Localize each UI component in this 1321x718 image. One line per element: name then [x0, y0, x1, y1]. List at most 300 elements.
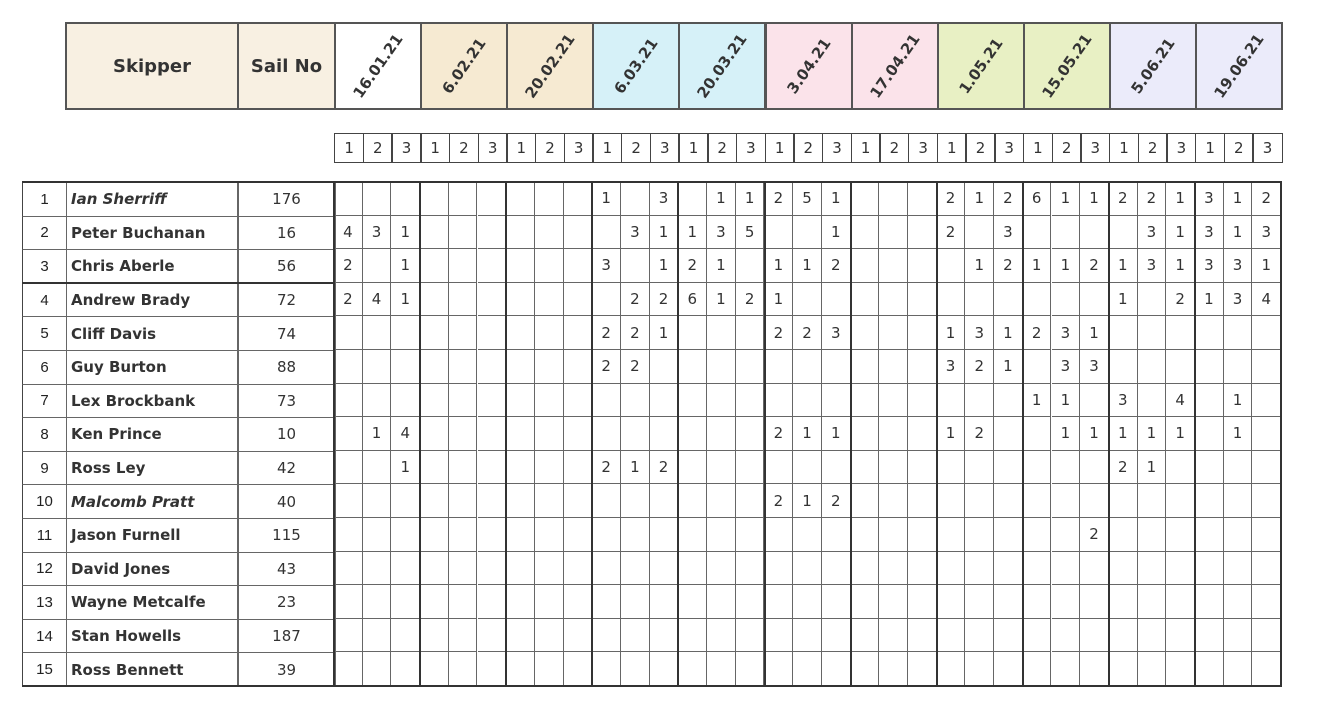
result-cell	[908, 182, 937, 216]
race-date-label: 19.06.21	[1210, 30, 1268, 102]
result-cell	[506, 350, 535, 384]
result-cell	[592, 518, 621, 552]
result-cell	[1224, 619, 1253, 653]
result-cell	[707, 350, 736, 384]
race-number-cell: 2	[879, 133, 909, 163]
result-cell	[822, 652, 851, 686]
result-cell: 1	[1166, 216, 1195, 250]
result-cell	[765, 552, 794, 586]
result-cell	[822, 619, 851, 653]
result-cell	[1138, 350, 1167, 384]
result-cell: 1	[736, 182, 765, 216]
result-cell	[678, 552, 707, 586]
race-number-cell: 2	[793, 133, 823, 163]
result-cell	[678, 451, 707, 485]
race-date-box	[1023, 22, 1111, 110]
result-cell: 1	[678, 216, 707, 250]
result-cell	[478, 350, 507, 384]
result-cell: 6	[1023, 182, 1052, 216]
result-cell	[994, 283, 1023, 317]
result-cell	[1195, 652, 1224, 686]
row-number: 1	[22, 182, 67, 217]
result-cell	[564, 384, 593, 418]
race-number-cell: 2	[449, 133, 479, 163]
result-cell	[1224, 585, 1253, 619]
result-cell	[994, 417, 1023, 451]
result-cell	[1080, 484, 1109, 518]
result-cell	[678, 585, 707, 619]
result-cell	[506, 451, 535, 485]
result-cell: 2	[1138, 182, 1167, 216]
result-cell: 1	[391, 216, 420, 250]
result-cell	[449, 652, 478, 686]
result-cell: 3	[1052, 316, 1081, 350]
result-cell	[334, 484, 363, 518]
race-number-cell: 3	[736, 133, 766, 163]
result-cell	[1023, 552, 1052, 586]
row-number: 6	[22, 350, 67, 385]
result-cell	[994, 518, 1023, 552]
result-cell: 1	[1224, 417, 1253, 451]
race-date-box	[506, 22, 594, 110]
race-number-cell: 1	[851, 133, 881, 163]
race-date-label: 3.04.21	[782, 34, 835, 98]
result-cell	[1052, 585, 1081, 619]
result-cell	[1252, 585, 1281, 619]
result-cell: 3	[592, 249, 621, 283]
result-cell: 3	[650, 182, 679, 216]
result-cell	[650, 585, 679, 619]
race-number-cell: 3	[650, 133, 680, 163]
result-cell	[391, 518, 420, 552]
result-cell: 1	[707, 249, 736, 283]
result-cell	[965, 619, 994, 653]
result-cell: 2	[937, 216, 966, 250]
result-cell	[506, 182, 535, 216]
result-cell	[1195, 484, 1224, 518]
result-cell	[1166, 316, 1195, 350]
result-cell	[879, 384, 908, 418]
race-date-box	[420, 22, 508, 110]
result-cell	[1109, 216, 1138, 250]
result-cell	[391, 384, 420, 418]
result-cell	[506, 552, 535, 586]
result-cell	[650, 484, 679, 518]
result-cell	[391, 350, 420, 384]
result-cell	[420, 417, 449, 451]
result-cell	[449, 484, 478, 518]
date-group-divider	[764, 181, 766, 686]
result-cell: 3	[1195, 182, 1224, 216]
race-number-cell: 3	[391, 133, 421, 163]
race-number-cell: 1	[1195, 133, 1225, 163]
skipper-name: Guy Burton	[66, 350, 239, 385]
race-number-cell: 1	[937, 133, 967, 163]
result-cell: 2	[965, 417, 994, 451]
result-cell: 3	[822, 316, 851, 350]
result-cell	[391, 316, 420, 350]
race-number-cell: 1	[1109, 133, 1139, 163]
result-cell: 3	[1195, 249, 1224, 283]
result-cell	[1252, 417, 1281, 451]
race-number-cell: 3	[564, 133, 594, 163]
skipper-name: Ken Prince	[66, 417, 239, 452]
result-cell	[650, 384, 679, 418]
result-cell	[851, 619, 880, 653]
result-cell: 1	[765, 249, 794, 283]
race-number-cell: 2	[1052, 133, 1082, 163]
result-cell	[363, 552, 392, 586]
row-number: 12	[22, 552, 67, 587]
sail-number: 88	[237, 350, 336, 385]
result-cell	[707, 652, 736, 686]
result-cell	[851, 552, 880, 586]
result-cell	[478, 316, 507, 350]
result-cell: 2	[334, 283, 363, 317]
result-cell	[937, 384, 966, 418]
result-cell	[879, 249, 908, 283]
race-number-cell: 1	[334, 133, 364, 163]
result-cell: 3	[1138, 216, 1167, 250]
result-cell	[851, 384, 880, 418]
result-cell	[965, 518, 994, 552]
sail-number: 39	[237, 652, 336, 687]
result-cell: 1	[822, 182, 851, 216]
result-cell: 1	[1023, 384, 1052, 418]
result-cell: 1	[822, 417, 851, 451]
result-cell: 1	[1080, 182, 1109, 216]
result-cell	[535, 552, 564, 586]
result-cell	[994, 585, 1023, 619]
result-cell: 2	[1166, 283, 1195, 317]
result-cell	[765, 451, 794, 485]
skipper-name: Peter Buchanan	[66, 216, 239, 251]
result-cell	[1195, 451, 1224, 485]
result-cell: 1	[1195, 283, 1224, 317]
result-cell	[334, 350, 363, 384]
result-cell	[879, 619, 908, 653]
result-cell	[1252, 619, 1281, 653]
result-cell	[535, 350, 564, 384]
result-cell	[851, 451, 880, 485]
result-cell	[965, 384, 994, 418]
result-cell	[851, 350, 880, 384]
result-cell	[1052, 652, 1081, 686]
result-cell	[621, 518, 650, 552]
result-cell	[1023, 652, 1052, 686]
result-cell	[621, 619, 650, 653]
result-cell: 2	[1109, 451, 1138, 485]
result-cell	[1224, 652, 1253, 686]
result-cell	[621, 417, 650, 451]
result-cell	[420, 518, 449, 552]
race-date-box	[592, 22, 680, 110]
result-cell: 1	[1052, 182, 1081, 216]
result-cell	[564, 451, 593, 485]
grid-border-top	[333, 181, 1282, 183]
result-cell	[908, 652, 937, 686]
result-cell	[535, 283, 564, 317]
result-cell	[1109, 484, 1138, 518]
result-cell	[707, 585, 736, 619]
result-cell	[965, 283, 994, 317]
result-cell	[994, 451, 1023, 485]
result-cell	[391, 552, 420, 586]
result-cell	[506, 585, 535, 619]
race-number-cell: 2	[363, 133, 393, 163]
race-number-cell: 1	[506, 133, 536, 163]
result-cell	[449, 518, 478, 552]
race-number-cell: 3	[478, 133, 508, 163]
result-cell: 3	[1195, 216, 1224, 250]
result-cell	[1166, 619, 1195, 653]
result-cell: 2	[334, 249, 363, 283]
result-cell	[592, 283, 621, 317]
result-cell	[1252, 451, 1281, 485]
race-number-cell: 3	[1252, 133, 1282, 163]
result-cell	[449, 283, 478, 317]
result-cell	[334, 384, 363, 418]
result-cell	[535, 216, 564, 250]
result-cell: 4	[1166, 384, 1195, 418]
result-cell	[535, 585, 564, 619]
result-cell	[937, 552, 966, 586]
result-cell	[678, 182, 707, 216]
result-cell	[363, 518, 392, 552]
race-number-cell: 3	[908, 133, 938, 163]
result-cell	[1138, 283, 1167, 317]
result-cell: 2	[621, 316, 650, 350]
result-cell	[363, 451, 392, 485]
race-number-cell: 2	[965, 133, 995, 163]
result-cell	[1023, 518, 1052, 552]
result-cell	[1138, 585, 1167, 619]
result-cell	[621, 585, 650, 619]
result-cell: 1	[793, 249, 822, 283]
result-cell	[1109, 619, 1138, 653]
result-cell	[478, 283, 507, 317]
race-date-label: 16.01.21	[349, 30, 407, 102]
result-cell	[1052, 552, 1081, 586]
result-cell	[879, 316, 908, 350]
result-cell	[965, 652, 994, 686]
result-cell	[879, 182, 908, 216]
result-cell	[994, 552, 1023, 586]
result-cell: 3	[965, 316, 994, 350]
result-cell: 1	[363, 417, 392, 451]
skipper-name: Ian Sherriff	[66, 182, 239, 217]
result-cell	[879, 585, 908, 619]
result-cell	[851, 585, 880, 619]
result-cell: 3	[1109, 384, 1138, 418]
result-cell	[793, 552, 822, 586]
result-cell	[736, 518, 765, 552]
race-number-cell: 2	[621, 133, 651, 163]
result-cell	[1052, 484, 1081, 518]
race-number-cell: 1	[765, 133, 795, 163]
result-cell	[1166, 518, 1195, 552]
race-number-cell: 3	[1166, 133, 1196, 163]
result-cell	[908, 350, 937, 384]
race-date-box	[1109, 22, 1197, 110]
result-cell	[420, 316, 449, 350]
result-cell	[592, 619, 621, 653]
result-cell	[736, 350, 765, 384]
race-date-box	[851, 22, 939, 110]
result-cell	[334, 585, 363, 619]
sail-number: 176	[237, 182, 336, 217]
result-cell	[1195, 552, 1224, 586]
skipper-name: Wayne Metcalfe	[66, 585, 239, 620]
result-cell	[1138, 384, 1167, 418]
result-cell	[707, 316, 736, 350]
result-cell	[908, 283, 937, 317]
result-cell: 3	[707, 216, 736, 250]
result-cell	[391, 619, 420, 653]
row-number: 14	[22, 619, 67, 654]
date-group-divider	[936, 181, 938, 686]
result-cell	[765, 384, 794, 418]
result-cell	[1080, 619, 1109, 653]
result-cell: 2	[1080, 249, 1109, 283]
sail-number: 10	[237, 417, 336, 452]
skipper-name: David Jones	[66, 552, 239, 587]
sail-number: 74	[237, 316, 336, 351]
result-cell	[535, 249, 564, 283]
result-cell: 1	[1224, 216, 1253, 250]
result-cell	[1023, 417, 1052, 451]
result-cell	[678, 652, 707, 686]
result-cell	[478, 585, 507, 619]
result-cell: 1	[1166, 182, 1195, 216]
result-cell	[391, 484, 420, 518]
result-cell	[1195, 518, 1224, 552]
result-cell	[1109, 552, 1138, 586]
race-number-cell: 1	[1023, 133, 1053, 163]
result-cell	[707, 518, 736, 552]
result-cell	[793, 518, 822, 552]
result-cell	[1138, 518, 1167, 552]
result-cell	[535, 518, 564, 552]
result-cell	[678, 518, 707, 552]
result-cell: 1	[391, 249, 420, 283]
result-cell	[908, 451, 937, 485]
result-cell	[1109, 652, 1138, 686]
result-cell	[506, 216, 535, 250]
result-cell	[506, 316, 535, 350]
result-cell	[1252, 484, 1281, 518]
result-cell	[621, 249, 650, 283]
row-number: 4	[22, 283, 67, 318]
result-cell: 3	[1252, 216, 1281, 250]
result-cell	[449, 216, 478, 250]
row-number: 8	[22, 417, 67, 452]
result-cell	[937, 585, 966, 619]
result-cell	[707, 417, 736, 451]
result-cell: 2	[822, 484, 851, 518]
result-cell	[707, 552, 736, 586]
result-cell: 2	[736, 283, 765, 317]
result-cell	[879, 350, 908, 384]
race-date-label: 20.03.21	[693, 30, 752, 102]
result-cell	[363, 249, 392, 283]
result-cell: 1	[765, 283, 794, 317]
result-cell: 1	[793, 417, 822, 451]
result-cell	[1052, 451, 1081, 485]
race-number-cell: 3	[994, 133, 1024, 163]
result-cell	[851, 652, 880, 686]
result-cell	[765, 585, 794, 619]
result-cell	[736, 552, 765, 586]
date-group-divider	[419, 181, 421, 686]
race-date-label: 15.05.21	[1038, 30, 1096, 102]
result-cell	[965, 484, 994, 518]
date-group-divider	[591, 181, 593, 686]
result-cell	[334, 518, 363, 552]
result-cell: 3	[1052, 350, 1081, 384]
result-cell	[765, 652, 794, 686]
result-cell	[621, 652, 650, 686]
result-cell	[478, 182, 507, 216]
result-cell: 3	[363, 216, 392, 250]
result-cell	[1195, 417, 1224, 451]
result-cell	[478, 518, 507, 552]
result-cell: 1	[965, 182, 994, 216]
result-cell	[822, 451, 851, 485]
result-cell	[1052, 518, 1081, 552]
result-cell	[1166, 350, 1195, 384]
result-cell	[478, 619, 507, 653]
row-number: 5	[22, 316, 67, 351]
result-cell	[564, 652, 593, 686]
result-cell	[1138, 552, 1167, 586]
result-cell	[420, 283, 449, 317]
result-cell	[564, 518, 593, 552]
result-cell: 1	[1109, 249, 1138, 283]
skipper-name: Cliff Davis	[66, 316, 239, 351]
result-cell	[937, 484, 966, 518]
row-number: 3	[22, 249, 67, 284]
result-cell	[592, 484, 621, 518]
result-cell	[420, 652, 449, 686]
result-cell	[334, 552, 363, 586]
race-number-cell: 2	[535, 133, 565, 163]
result-cell: 1	[1138, 451, 1167, 485]
result-cell	[678, 484, 707, 518]
result-cell	[564, 316, 593, 350]
result-cell: 1	[707, 182, 736, 216]
result-cell	[1224, 552, 1253, 586]
skipper-header-label: Skipper	[113, 55, 191, 77]
row-number: 15	[22, 652, 67, 687]
result-cell: 2	[650, 451, 679, 485]
result-cell	[391, 652, 420, 686]
result-cell: 1	[650, 316, 679, 350]
result-cell	[535, 417, 564, 451]
result-cell	[793, 451, 822, 485]
skipper-header	[65, 22, 239, 110]
result-cell	[363, 619, 392, 653]
result-cell	[678, 384, 707, 418]
result-cell: 1	[1166, 417, 1195, 451]
result-cell: 4	[363, 283, 392, 317]
result-cell	[994, 652, 1023, 686]
result-cell	[851, 216, 880, 250]
result-cell	[1195, 619, 1224, 653]
result-cell	[535, 316, 564, 350]
result-cell: 5	[793, 182, 822, 216]
result-cell	[478, 384, 507, 418]
